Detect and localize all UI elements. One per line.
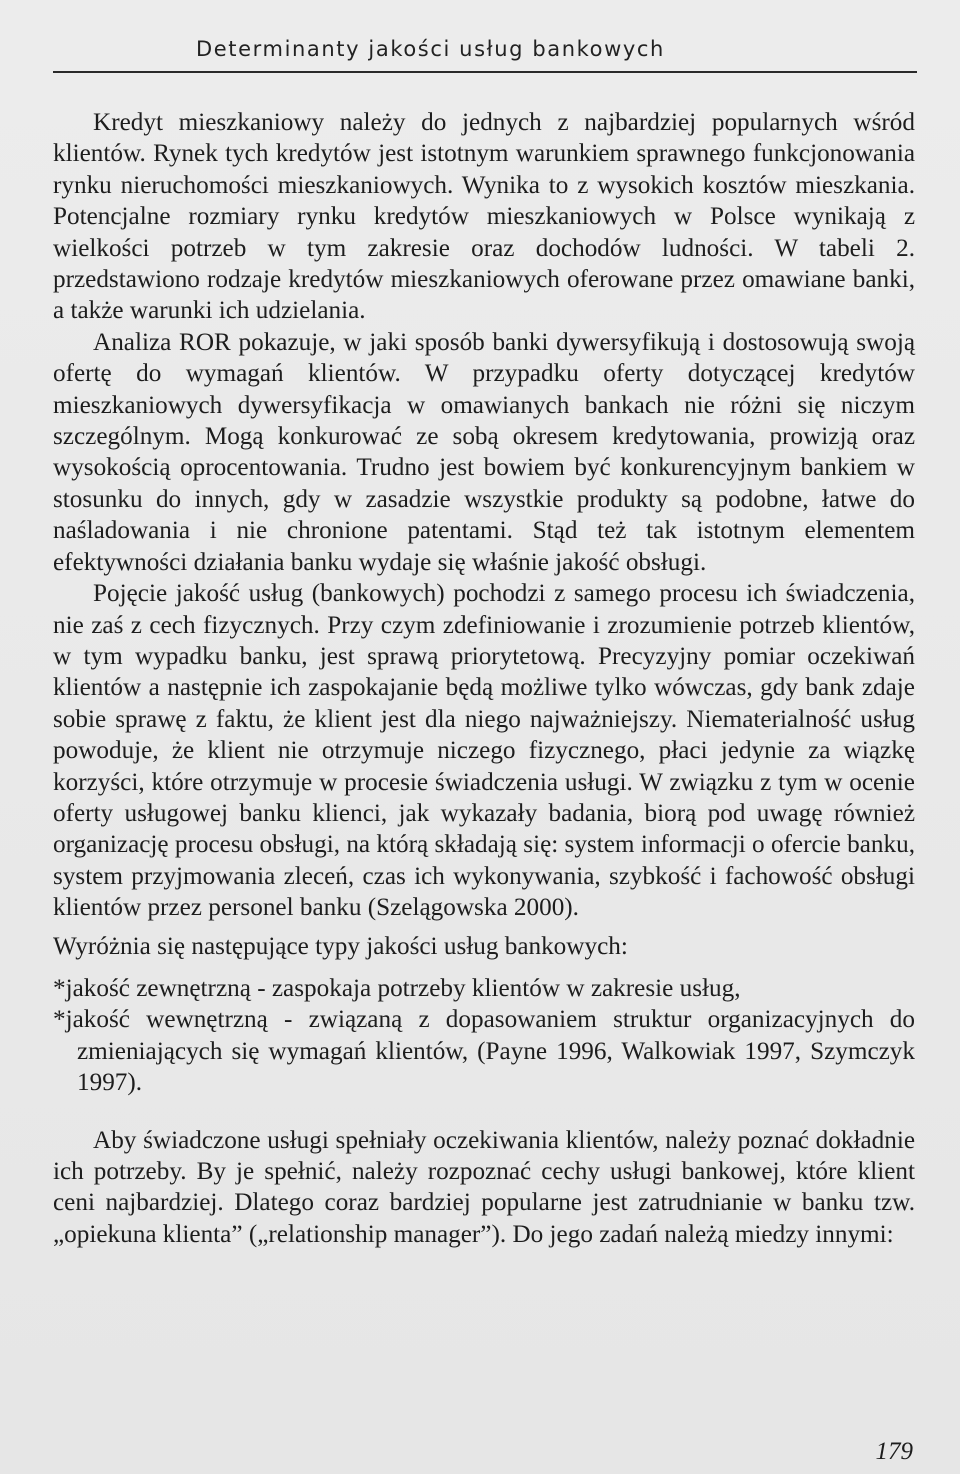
quality-types-list bbox=[53, 973, 915, 1099]
paragraph-quality-types-intro: Wyróżnia się następujące typy jakości usług bankowych: bbox=[53, 932, 628, 960]
running-head: Determinanty jakości usług bankowych bbox=[196, 37, 665, 61]
paragraph-service-quality: Pojęcie jakość usług (bankowych) pochodzi z samego procesu ich świadczenia, nie zaś z cech fizycznych. Przy czym zdefiniowanie i zrozumienie potrzeb klientów, w tym wypadku banku, jest sprawą priorytetową. Precyzyjny pomiar oczekiwań klientów a następnie ich zaspokajanie będą możliwe tylko wówczas, gdy bank zdaje sobie sprawę z faktu, że klient jest dla niego najważniejszy. Niematerialność usług powoduje, że klient nie otrzymuje niczego fizycznego, płaci jedynie za wiązkę korzyści, które otrzymuje w procesie świadczenia usługi. W związku z tym w ocenie oferty usługowej banku klienci, jak wykazały badania, biorą pod uwagę również organizację procesu obsługi, na którą składają się: system informacji o ofercie banku, system przyjmowania zleceń, czas ich wykonywania, szybkość i fachowość obsługi klientów przez personel banku (Szelągowska 2000). bbox=[53, 580, 915, 922]
header-rule bbox=[53, 71, 917, 73]
paragraph-relationship-manager: Aby świadczone usługi spełniały oczekiwania klientów, należy poznać dokładnie ich potrzeby. By je spełnić, należy rozpoznać cechy usługi bankowej, które klient ceni najbardziej. Dlatego coraz bardziej popularne jest zatrudnianie w banku tzw. „opiekuna klienta” („relationship manager”). Do jego zadań należą miedzy innymi: bbox=[53, 1126, 915, 1248]
body-text bbox=[53, 107, 915, 1250]
list-item: *jakość zewnętrzną - zaspokaja potrzeby klientów w zakresie usług, bbox=[53, 974, 741, 1002]
page-number: 179 bbox=[875, 1438, 913, 1465]
paragraph-mortgage-credit: Kredyt mieszkaniowy należy do jednych z najbardziej popularnych wśród klientów. Rynek tych kredytów jest istotnym warunkiem sprawnego funkcjonowania rynku nieruchomości mieszkaniowych. Wynika to z wysokich kosztów mieszkania. Potencjalne rozmiary rynku kredytów mieszkaniowych w Polsce wynikają z wielkości potrzeb w tym zakresie oraz dochodów ludności. W tabeli 2. przedstawiono rodzaje kredytów mieszkaniowych oferowane przez omawiane banki, a także warunki ich udzielania. bbox=[53, 109, 915, 325]
paragraph-ror-analysis: Analiza ROR pokazuje, w jaki sposób banki dywersyfikują i dostosowują swoją ofertę do wymagań klientów. W przypadku oferty dotyczącej kredytów mieszkaniowych dywersyfikacja w omawianych bankach nie różni się niczym szczególnym. Mogą konkurować ze sobą okresem kredytowania, prowizją oraz wysokością oprocentowania. Trudno jest bowiem być konkurencyjnym bankiem w stosunku do innych, gdy w zasadzie wszystkie produkty są podobne, łatwe do naśladowania i nie chronione patentami. Stąd też tak istotnym elementem efektywności działania banku wydaje się właśnie jakość obsługi. bbox=[53, 328, 915, 576]
list-item: *jakość wewnętrzną - związaną z dopasowaniem struktur organizacyjnych do zmieniających się wymagań klientów, (Payne 1996, Walkowiak 1997, Szymczyk 1997). bbox=[53, 1006, 915, 1097]
